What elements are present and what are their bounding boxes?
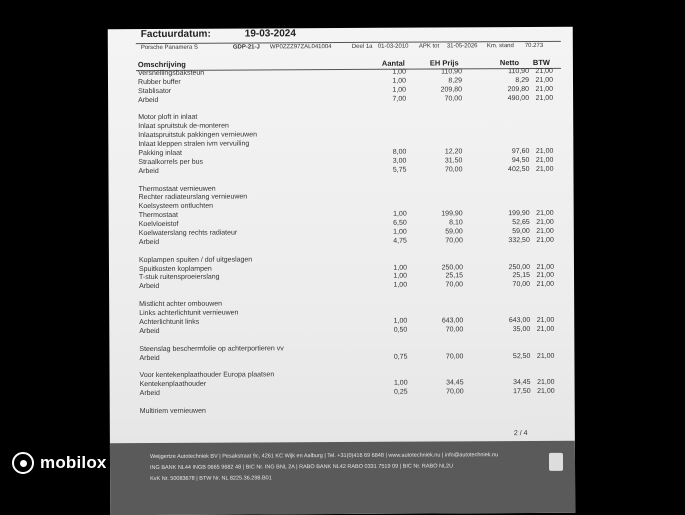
line-vat: 21,00 — [534, 210, 554, 217]
mobilox-wordmark: mobilox — [40, 453, 107, 473]
line-description: Arbeid — [139, 239, 159, 246]
line-description: Mistlicht achter ombouwen — [139, 301, 222, 308]
line-net: 97,60 — [493, 148, 529, 155]
line-vat: 21,00 — [534, 317, 554, 324]
deel-label: Deel 1a — [352, 44, 373, 50]
line-description: Koelwaterslang rechts radiateur — [139, 230, 237, 238]
col-description: Omschrijving — [138, 60, 186, 69]
line-unit-price: 59,00 — [429, 228, 463, 235]
col-unit-price: EH Prijs — [430, 58, 459, 67]
vehicle-info — [108, 43, 573, 57]
line-quantity: 1,00 — [385, 264, 407, 271]
line-quantity: 1,00 — [384, 69, 406, 76]
line-unit-price: 8,29 — [428, 77, 462, 84]
line-description: Versnellingsbaksteun — [138, 70, 204, 77]
line-description: Straalkorrels per bus — [138, 159, 203, 166]
vehicle-plate: GDP-21-J — [233, 44, 260, 50]
deel-date: 01-03-2010 — [378, 44, 409, 50]
line-quantity: 1,00 — [385, 273, 407, 280]
line-net: 199,90 — [494, 210, 530, 217]
line-vat: 21,00 — [533, 148, 553, 155]
line-vat: 21,00 — [533, 68, 553, 75]
line-description: Koplampen spuiten / dof uitgeslagen — [139, 256, 252, 264]
line-quantity: 1,00 — [385, 282, 407, 289]
apk-label: APK tot — [419, 43, 439, 49]
line-quantity: 0,25 — [386, 389, 408, 396]
line-unit-price: 31,50 — [428, 157, 462, 164]
line-description: T-stuk ruitensproeierslang — [139, 274, 220, 281]
line-net: 35,00 — [494, 326, 530, 333]
line-description: Arbeid — [140, 390, 160, 397]
line-vat: 21,00 — [534, 228, 554, 235]
line-net: 402,50 — [493, 166, 529, 173]
line-description: Steenslag beschermfolie op achterportieren vv — [139, 345, 283, 353]
line-vat: 21,00 — [533, 77, 553, 84]
line-quantity: 1,00 — [384, 78, 406, 85]
line-description: Koelvloeistof — [139, 221, 179, 228]
line-vat: 21,00 — [533, 86, 553, 93]
line-quantity: 8,00 — [384, 149, 406, 156]
line-description: Arbeid — [138, 168, 158, 175]
km-label: Km. stand — [487, 43, 514, 49]
line-description: Arbeid — [139, 283, 159, 290]
km-value: 70.273 — [525, 43, 543, 49]
line-unit-price: 643,00 — [429, 317, 463, 324]
line-quantity: 0,75 — [385, 353, 407, 360]
line-description: Koelsysteem ontluchten — [139, 203, 213, 210]
line-quantity: 5,75 — [384, 166, 406, 173]
invoice-page — [108, 27, 576, 515]
line-quantity: 0,50 — [385, 326, 407, 333]
apk-date: 31-05-2026 — [447, 43, 478, 49]
line-vat: 21,00 — [533, 95, 553, 102]
line-description: Kentekenplaathouder — [140, 381, 207, 388]
line-net: 59,00 — [494, 228, 530, 235]
line-quantity: 6,50 — [385, 220, 407, 227]
invoice-lines — [108, 68, 575, 417]
line-net: 17,50 — [495, 388, 531, 395]
col-quantity: Aantal — [382, 59, 405, 68]
line-description: Stablisator — [138, 88, 171, 95]
line-vat: 21,00 — [534, 263, 554, 270]
col-net: Netto — [500, 58, 519, 67]
bovag-badge-icon — [549, 453, 563, 471]
footer-address: Weijgertze Autotechniek BV | Pesakstraat 9c, 4261 KC Wijk en Aalburg | Tel. +31(0)416 69 6848 | www.autotechniek.nu | info@autotechniek.nu — [150, 452, 498, 460]
line-description: Thermostaat — [139, 212, 178, 219]
vehicle-vin: WP0ZZZ97ZAL041004 — [270, 44, 332, 50]
line-description: Links achterlichtunit vernieuwen — [139, 310, 238, 318]
line-unit-price: 34,45 — [430, 380, 464, 387]
line-net: 34,45 — [495, 379, 531, 386]
line-description: Arbeid — [138, 97, 158, 104]
line-net: 332,50 — [494, 237, 530, 244]
line-unit-price: 250,00 — [429, 264, 463, 271]
line-unit-price: 70,00 — [430, 388, 464, 395]
line-quantity: 1,00 — [386, 380, 408, 387]
line-unit-price: 70,00 — [429, 282, 463, 289]
line-quantity: 1,00 — [384, 86, 406, 93]
invoice-line — [110, 406, 575, 417]
line-net: 643,00 — [494, 317, 530, 324]
line-net: 250,00 — [494, 264, 530, 271]
line-unit-price: 70,00 — [429, 353, 463, 360]
line-vat: 21,00 — [534, 272, 554, 279]
line-description: Inlaat spruitstuk de-monteren — [138, 123, 229, 130]
line-vat: 21,00 — [534, 352, 554, 359]
invoice-date: 19-03-2024 — [245, 28, 296, 39]
line-vat: 21,00 — [534, 237, 554, 244]
line-description: Rubber buffer — [138, 79, 181, 86]
line-unit-price: 209,80 — [428, 86, 462, 93]
line-unit-price: 70,00 — [428, 166, 462, 173]
line-quantity: 4,75 — [385, 238, 407, 245]
line-net: 94,50 — [493, 157, 529, 164]
line-vat: 21,00 — [535, 388, 555, 395]
footer-bank: ING BANK NL44 INGB 0665 9682 48 | BIC Nr. ING BNL 2A | RABO BANK NL42 RABO 0331 7519 09 | BIC Nr. RABO NL2U — [150, 463, 453, 471]
line-unit-price: 8,10 — [429, 220, 463, 227]
line-net: 110,90 — [493, 68, 529, 75]
line-net: 8,29 — [493, 77, 529, 84]
line-quantity: 1,00 — [385, 229, 407, 236]
line-description: Arbeid — [139, 354, 159, 361]
col-vat: BTW — [533, 58, 550, 67]
page-indicator: 2 / 4 — [514, 430, 528, 437]
line-quantity: 1,00 — [385, 318, 407, 325]
line-vat: 21,00 — [533, 166, 553, 173]
line-description: Inlaat kleppen stralen ivm vervuiling — [138, 141, 249, 149]
line-description: Spuitkosten koplampen — [139, 265, 212, 272]
line-unit-price: 12,20 — [428, 148, 462, 155]
line-net: 70,00 — [494, 281, 530, 288]
line-unit-price: 70,00 — [428, 95, 462, 102]
line-quantity: 3,00 — [384, 158, 406, 165]
line-net: 52,65 — [494, 219, 530, 226]
line-vat: 21,00 — [534, 219, 554, 226]
line-net: 490,00 — [493, 95, 529, 102]
line-quantity: 7,00 — [384, 95, 406, 102]
line-unit-price: 70,00 — [429, 326, 463, 333]
line-description: Rechter radiateurslang vernieuwen — [139, 194, 248, 202]
line-quantity: 1,00 — [385, 211, 407, 218]
line-net: 25,15 — [494, 272, 530, 279]
invoice-date-label: Factuurdatum: — [141, 29, 211, 40]
mobilox-logo-icon — [12, 452, 34, 474]
line-net: 209,80 — [493, 86, 529, 93]
mobilox-watermark — [12, 449, 107, 477]
line-unit-price: 70,00 — [429, 237, 463, 244]
line-description: Achterlichtunit links — [139, 319, 199, 326]
line-description: Arbeid — [139, 328, 159, 335]
line-description: Thermostaat vernieuwen — [139, 185, 216, 192]
line-description: Pakking inlaat — [138, 150, 182, 157]
line-vat: 21,00 — [534, 326, 554, 333]
footer-registration: KvK Nr. 50083678 | BTW Nr. NL 8225.36.298.B01 — [150, 475, 272, 482]
line-description: Voor kentekenplaathouder Europa plaatsen — [140, 372, 275, 380]
vehicle-model: Porsche Panamera S — [141, 45, 198, 51]
line-description: Inlaatspruitstuk pakkingen vernieuwen — [138, 132, 257, 140]
line-description: Motor ploft in inlaat — [138, 114, 197, 121]
line-vat: 21,00 — [534, 281, 554, 288]
line-unit-price: 110,90 — [428, 68, 462, 75]
line-unit-price: 199,90 — [429, 211, 463, 218]
line-unit-price: 25,15 — [429, 273, 463, 280]
line-vat: 21,00 — [535, 379, 555, 386]
line-description: Multiriem vernieuwen — [140, 408, 206, 415]
company-footer — [110, 441, 575, 515]
line-net: 52,50 — [494, 353, 530, 360]
line-vat: 21,00 — [533, 157, 553, 164]
